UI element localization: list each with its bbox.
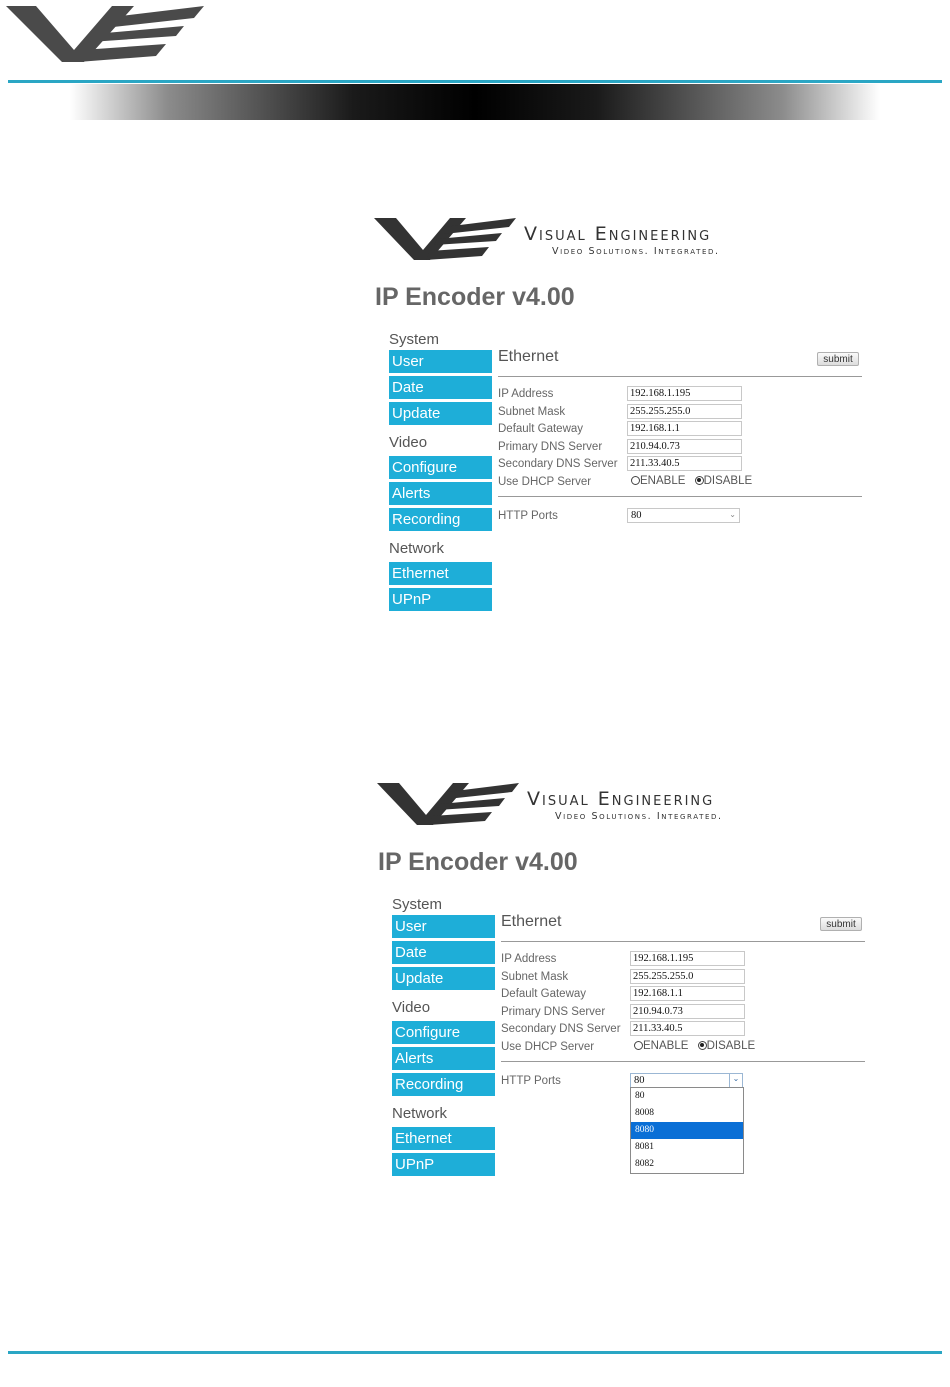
select-value: 80 [634,1075,645,1086]
dropdown-option[interactable]: 8008 [635,1108,654,1118]
primary-dns-input[interactable]: 210.94.0.73 [627,439,742,454]
default-gateway-input[interactable]: 192.168.1.1 [627,421,742,436]
dhcp-disable-radio[interactable] [698,1041,707,1050]
radio-label: DISABLE [703,474,753,487]
secondary-dns-input[interactable]: 211.33.40.5 [630,1021,745,1036]
field-label: Default Gateway [501,988,587,1000]
field-label: Subnet Mask [498,405,566,418]
radio-label: ENABLE [640,474,686,487]
menu-item-upnp[interactable]: UPnP [392,1153,495,1176]
menu-group-video: Video [389,434,428,451]
field-secondary-dns [498,456,862,473]
field-subnet-mask [501,969,865,986]
dhcp-enable-radio[interactable] [631,476,640,485]
header-banner [70,84,880,120]
menu-item-update[interactable]: Update [389,402,492,425]
field-ip-address [498,386,862,403]
screenshot-ethernet [372,210,872,650]
dropdown-option-highlighted[interactable]: 8080 [631,1122,743,1139]
dhcp-radio-group [631,475,758,487]
field-use-dhcp [501,1039,865,1056]
menu-group-network: Network [389,540,445,557]
chevron-down-icon: ⌄ [729,510,736,519]
dhcp-disable-radio[interactable] [695,476,704,485]
subnet-mask-input[interactable]: 255.255.255.0 [630,969,745,984]
panel-title: Ethernet [501,913,562,930]
divider [498,376,862,377]
field-default-gateway [501,986,865,1003]
menu-item-update[interactable]: Update [392,967,495,990]
header-rule [8,80,942,83]
dropdown-option[interactable]: 8082 [635,1159,654,1169]
menu-item-alerts[interactable]: Alerts [392,1047,495,1070]
field-label: Default Gateway [498,423,584,435]
sidebar-menu [392,895,497,1176]
menu-item-upnp[interactable]: UPnP [389,588,492,611]
ip-address-input[interactable]: 192.168.1.195 [630,951,745,966]
field-label: Secondary DNS Server [498,458,618,470]
brand-name: Visual Engineering [527,788,715,810]
sidebar-menu [389,330,494,611]
menu-item-recording[interactable]: Recording [389,508,492,531]
menu-item-alerts[interactable]: Alerts [389,482,492,505]
dhcp-enable-radio[interactable] [634,1041,643,1050]
chevron-down-icon[interactable]: ⌄ [729,1074,742,1087]
page-title: IP Encoder v4.00 [378,848,578,876]
menu-item-user[interactable]: User [392,915,495,938]
menu-item-date[interactable]: Date [392,941,495,964]
field-http-ports [498,508,862,525]
menu-item-ethernet[interactable]: Ethernet [392,1127,495,1150]
submit-button[interactable]: submit [820,917,862,931]
field-label: Primary DNS Server [501,1005,606,1018]
http-ports-select[interactable] [627,508,740,523]
field-primary-dns [498,439,862,456]
panel-title: Ethernet [498,348,559,365]
ve-logo-icon [374,216,516,262]
dropdown-option[interactable]: 8081 [635,1142,654,1152]
field-label: Subnet Mask [501,970,569,983]
radio-label: DISABLE [706,1039,756,1052]
dropdown-option[interactable]: 80 [635,1091,645,1101]
field-primary-dns [501,1004,865,1021]
ve-logo-icon [6,4,204,64]
screenshot-ethernet-dropdown [375,775,875,1215]
field-default-gateway [498,421,862,438]
brand-tagline: Video Solutions. Integrated. [552,246,720,257]
ve-logo-icon [377,781,519,827]
ip-address-input[interactable]: 192.168.1.195 [627,386,742,401]
menu-item-recording[interactable]: Recording [392,1073,495,1096]
menu-group-video: Video [392,999,431,1016]
divider [501,941,865,942]
menu-item-configure[interactable]: Configure [392,1021,495,1044]
field-secondary-dns [501,1021,865,1038]
http-ports-dropdown [630,1087,744,1174]
field-label: HTTP Ports [498,510,558,522]
menu-item-configure[interactable]: Configure [389,456,492,479]
field-label: Use DHCP Server [498,475,592,488]
menu-group-network: Network [392,1105,448,1122]
divider [501,1061,865,1062]
default-gateway-input[interactable]: 192.168.1.1 [630,986,745,1001]
dhcp-radio-group [634,1040,761,1052]
field-label: Secondary DNS Server [501,1023,621,1035]
menu-item-ethernet[interactable]: Ethernet [389,562,492,585]
subnet-mask-input[interactable]: 255.255.255.0 [627,404,742,419]
field-label: HTTP Ports [501,1075,561,1087]
field-label: IP Address [498,388,554,400]
radio-label: ENABLE [643,1039,689,1052]
field-http-ports [501,1073,865,1169]
primary-dns-input[interactable]: 210.94.0.73 [630,1004,745,1019]
field-label: IP Address [501,953,557,965]
field-subnet-mask [498,404,862,421]
menu-group-system: System [392,896,443,913]
page-title: IP Encoder v4.00 [375,283,575,311]
field-label: Use DHCP Server [501,1040,595,1053]
brand-name: Visual Engineering [524,223,712,245]
field-use-dhcp [498,474,862,491]
field-ip-address [501,951,865,968]
menu-group-system: System [389,331,440,348]
field-label: Primary DNS Server [498,440,603,453]
menu-item-date[interactable]: Date [389,376,492,399]
divider [498,496,862,497]
submit-button[interactable]: submit [817,352,859,366]
menu-item-user[interactable]: User [389,350,492,373]
secondary-dns-input[interactable]: 211.33.40.5 [627,456,742,471]
footer-rule [8,1351,942,1354]
http-ports-select[interactable] [630,1073,743,1088]
select-value: 80 [631,510,642,521]
brand-tagline: Video Solutions. Integrated. [555,811,723,822]
